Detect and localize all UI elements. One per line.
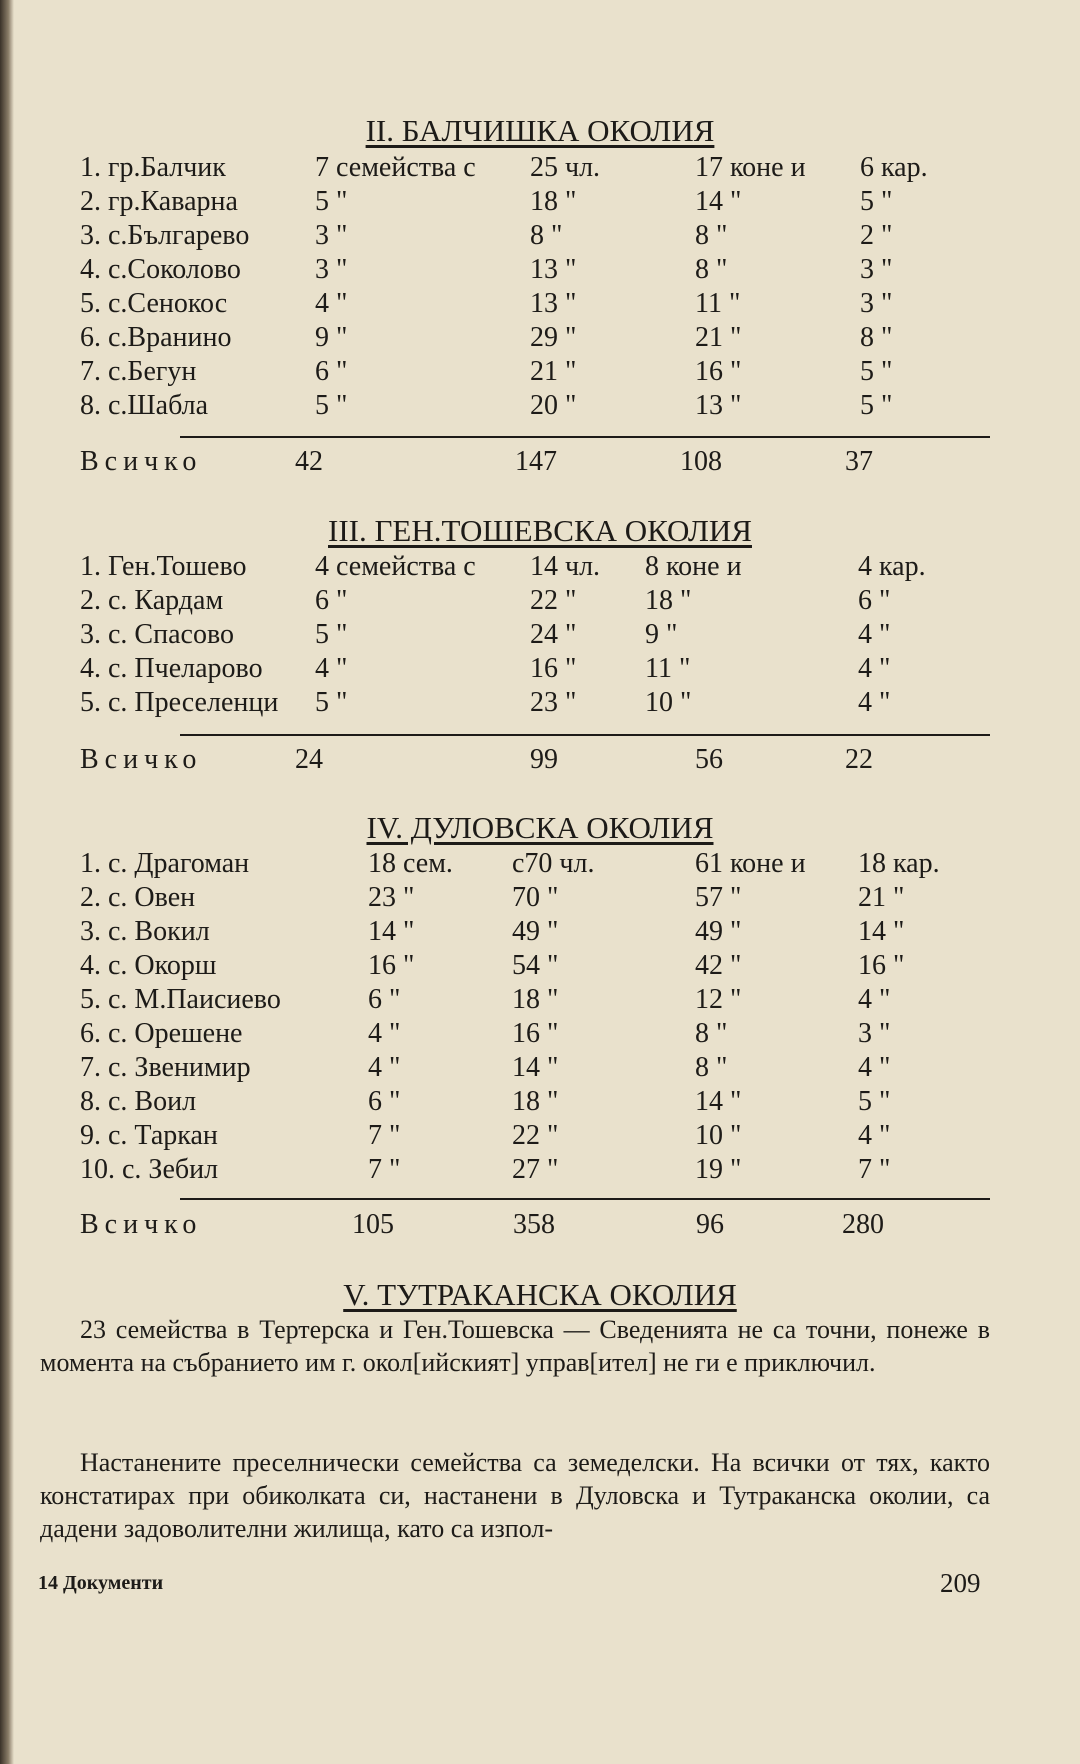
footer-signature: 14 Документи bbox=[38, 1572, 164, 1594]
table-row bbox=[0, 253, 1080, 287]
families-cell: 5 " bbox=[315, 687, 348, 718]
total-value: 147 bbox=[515, 446, 557, 477]
table-row bbox=[0, 1119, 1080, 1153]
settlement-name: 2. гр.Каварна bbox=[80, 186, 238, 217]
members-cell: 29 " bbox=[530, 322, 577, 353]
table-row bbox=[0, 584, 1080, 618]
carts-cell: 7 " bbox=[858, 1154, 891, 1185]
total-rule bbox=[180, 436, 990, 438]
table-row bbox=[0, 287, 1080, 321]
members-cell: 18 " bbox=[512, 984, 559, 1015]
members-cell: 49 " bbox=[512, 916, 559, 947]
horses-cell: 19 " bbox=[695, 1154, 742, 1185]
total-rule bbox=[180, 1198, 990, 1200]
table-row bbox=[0, 1051, 1080, 1085]
members-cell: 18 " bbox=[512, 1086, 559, 1117]
horses-cell: 16 " bbox=[695, 356, 742, 387]
members-cell: 24 " bbox=[530, 619, 577, 650]
total-value: 280 bbox=[842, 1209, 884, 1240]
families-cell: 4 " bbox=[368, 1052, 401, 1083]
horses-cell: 8 коне и bbox=[645, 551, 742, 582]
section-note: 23 семейства в Тертерска и Ген.Тошевска — Сведенията не са точни, понеже в момента на събранието им г. окол[ийският] управ[ител] не ги е приключил. bbox=[40, 1315, 990, 1377]
table-row bbox=[0, 915, 1080, 949]
settlement-name: 3. с. Спасово bbox=[80, 619, 234, 650]
settlement-name: 3. с.Българево bbox=[80, 220, 250, 251]
total-value: 37 bbox=[845, 446, 873, 477]
horses-cell: 49 " bbox=[695, 916, 742, 947]
horses-cell: 8 " bbox=[695, 1018, 728, 1049]
members-cell: 13 " bbox=[530, 254, 577, 285]
table-row bbox=[0, 1153, 1080, 1187]
carts-cell: 4 " bbox=[858, 687, 891, 718]
total-value: 99 bbox=[530, 744, 558, 775]
total-value: 24 bbox=[295, 744, 323, 775]
table-row bbox=[0, 1017, 1080, 1051]
horses-cell: 14 " bbox=[695, 1086, 742, 1117]
members-cell: 16 " bbox=[512, 1018, 559, 1049]
members-cell: 23 " bbox=[530, 687, 577, 718]
settlement-name: 5. с.Сенокос bbox=[80, 288, 228, 319]
total-row bbox=[0, 445, 1080, 479]
members-cell: 13 " bbox=[530, 288, 577, 319]
table-row bbox=[0, 949, 1080, 983]
total-label: Всичко bbox=[80, 446, 203, 477]
families-cell: 6 " bbox=[368, 1086, 401, 1117]
section-heading: II. БАЛЧИШКА ОКОЛИЯ bbox=[365, 113, 715, 148]
horses-cell: 11 " bbox=[645, 653, 691, 684]
families-cell: 14 " bbox=[368, 916, 415, 947]
families-cell: 5 " bbox=[315, 390, 348, 421]
carts-cell: 5 " bbox=[858, 1086, 891, 1117]
horses-cell: 18 " bbox=[645, 585, 692, 616]
table-row bbox=[0, 185, 1080, 219]
body-paragraph: Настанените преселнически семейства са земеделски. На всички от тях, както констатирах при обиколката си, настанени в Дуловска и Тутраканска околии, са дадени задоволителни жилища, като са изпол- bbox=[40, 1448, 990, 1543]
table-row bbox=[0, 219, 1080, 253]
settlement-name: 4. с. Окорш bbox=[80, 950, 217, 981]
carts-cell: 5 " bbox=[860, 186, 893, 217]
carts-cell: 4 " bbox=[858, 619, 891, 650]
horses-cell: 12 " bbox=[695, 984, 742, 1015]
carts-cell: 4 " bbox=[858, 1052, 891, 1083]
families-cell: 23 " bbox=[368, 882, 415, 913]
carts-cell: 4 " bbox=[858, 1120, 891, 1151]
total-row bbox=[0, 1208, 1080, 1242]
members-cell: 22 " bbox=[530, 585, 577, 616]
carts-cell: 4 кар. bbox=[858, 551, 926, 582]
carts-cell: 21 " bbox=[858, 882, 905, 913]
horses-cell: 8 " bbox=[695, 1052, 728, 1083]
carts-cell: 3 " bbox=[860, 254, 893, 285]
table-row bbox=[0, 355, 1080, 389]
total-label: Всичко bbox=[80, 744, 203, 775]
total-value: 96 bbox=[696, 1209, 724, 1240]
settlement-name: 4. с.Соколово bbox=[80, 254, 241, 285]
horses-cell: 8 " bbox=[695, 254, 728, 285]
settlement-name: 7. с. Звенимир bbox=[80, 1052, 251, 1083]
section-heading: IV. ДУЛОВСКА ОКОЛИЯ bbox=[366, 810, 714, 845]
table-row bbox=[0, 321, 1080, 355]
horses-cell: 42 " bbox=[695, 950, 742, 981]
carts-cell: 14 " bbox=[858, 916, 905, 947]
horses-cell: 14 " bbox=[695, 186, 742, 217]
table-row bbox=[0, 686, 1080, 720]
total-value: 358 bbox=[513, 1209, 555, 1240]
table-row bbox=[0, 983, 1080, 1017]
settlement-name: 5. с. Преселенци bbox=[80, 687, 279, 718]
settlement-name: 4. с. Пчеларово bbox=[80, 653, 263, 684]
total-value: 56 bbox=[695, 744, 723, 775]
members-cell: 14 " bbox=[512, 1052, 559, 1083]
members-cell: 27 " bbox=[512, 1154, 559, 1185]
horses-cell: 13 " bbox=[695, 390, 742, 421]
table-row bbox=[0, 389, 1080, 423]
horses-cell: 21 " bbox=[695, 322, 742, 353]
table-row bbox=[0, 151, 1080, 185]
settlement-name: 3. с. Вокил bbox=[80, 916, 210, 947]
families-cell: 3 " bbox=[315, 254, 348, 285]
table-row bbox=[0, 1085, 1080, 1119]
carts-cell: 4 " bbox=[858, 653, 891, 684]
total-value: 105 bbox=[352, 1209, 394, 1240]
members-cell: 8 " bbox=[530, 220, 563, 251]
carts-cell: 6 " bbox=[858, 585, 891, 616]
members-cell: 21 " bbox=[530, 356, 577, 387]
settlement-name: 1. Ген.Тошево bbox=[80, 551, 247, 582]
total-rule bbox=[180, 734, 990, 736]
settlement-name: 1. с. Драгоман bbox=[80, 848, 250, 879]
families-cell: 4 " bbox=[315, 653, 348, 684]
total-label: Всичко bbox=[80, 1209, 203, 1240]
horses-cell: 57 " bbox=[695, 882, 742, 913]
families-cell: 7 семейства с bbox=[315, 152, 476, 183]
carts-cell: 4 " bbox=[858, 984, 891, 1015]
settlement-name: 1. гр.Балчик bbox=[80, 152, 226, 183]
total-value: 108 bbox=[680, 446, 722, 477]
carts-cell: 3 " bbox=[860, 288, 893, 319]
families-cell: 6 " bbox=[368, 984, 401, 1015]
table-row bbox=[0, 652, 1080, 686]
settlement-name: 2. с. Овен bbox=[80, 882, 196, 913]
table-row bbox=[0, 847, 1080, 881]
members-cell: 25 чл. bbox=[530, 152, 601, 183]
members-cell: с70 чл. bbox=[512, 848, 595, 879]
families-cell: 9 " bbox=[315, 322, 348, 353]
members-cell: 18 " bbox=[530, 186, 577, 217]
total-row bbox=[0, 743, 1080, 777]
families-cell: 6 " bbox=[315, 585, 348, 616]
settlement-name: 2. с. Кардам bbox=[80, 585, 224, 616]
horses-cell: 8 " bbox=[695, 220, 728, 251]
settlement-name: 8. с.Шабла bbox=[80, 390, 209, 421]
settlement-name: 5. с. М.Паисиево bbox=[80, 984, 281, 1015]
horses-cell: 17 коне и bbox=[695, 152, 806, 183]
settlement-name: 10. с. Зебил bbox=[80, 1154, 219, 1185]
families-cell: 7 " bbox=[368, 1120, 401, 1151]
carts-cell: 8 " bbox=[860, 322, 893, 353]
families-cell: 4 " bbox=[315, 288, 348, 319]
carts-cell: 18 кар. bbox=[858, 848, 940, 879]
settlement-name: 6. с. Орешене bbox=[80, 1018, 243, 1049]
members-cell: 16 " bbox=[530, 653, 577, 684]
members-cell: 70 " bbox=[512, 882, 559, 913]
total-value: 22 bbox=[845, 744, 873, 775]
families-cell: 16 " bbox=[368, 950, 415, 981]
table-row bbox=[0, 618, 1080, 652]
carts-cell: 3 " bbox=[858, 1018, 891, 1049]
carts-cell: 5 " bbox=[860, 356, 893, 387]
families-cell: 18 сем. bbox=[368, 848, 453, 879]
settlement-name: 9. с. Таркан bbox=[80, 1120, 218, 1151]
families-cell: 4 семейства с bbox=[315, 551, 476, 582]
members-cell: 14 чл. bbox=[530, 551, 601, 582]
families-cell: 7 " bbox=[368, 1154, 401, 1185]
settlement-name: 7. с.Бегун bbox=[80, 356, 197, 387]
members-cell: 20 " bbox=[530, 390, 577, 421]
table-row bbox=[0, 550, 1080, 584]
horses-cell: 11 " bbox=[695, 288, 741, 319]
families-cell: 6 " bbox=[315, 356, 348, 387]
carts-cell: 5 " bbox=[860, 390, 893, 421]
settlement-name: 8. с. Воил bbox=[80, 1086, 197, 1117]
section-heading: V. ТУТРАКАНСКА ОКОЛИЯ bbox=[343, 1277, 737, 1312]
section-heading: III. ГЕН.ТОШЕВСКА ОКОЛИЯ bbox=[328, 513, 752, 548]
members-cell: 22 " bbox=[512, 1120, 559, 1151]
total-value: 42 bbox=[295, 446, 323, 477]
settlement-name: 6. с.Вранино bbox=[80, 322, 232, 353]
members-cell: 54 " bbox=[512, 950, 559, 981]
carts-cell: 2 " bbox=[860, 220, 893, 251]
page-number: 209 bbox=[940, 1568, 981, 1598]
horses-cell: 10 " bbox=[695, 1120, 742, 1151]
horses-cell: 9 " bbox=[645, 619, 678, 650]
carts-cell: 6 кар. bbox=[860, 152, 928, 183]
families-cell: 5 " bbox=[315, 186, 348, 217]
table-row bbox=[0, 881, 1080, 915]
families-cell: 5 " bbox=[315, 619, 348, 650]
families-cell: 4 " bbox=[368, 1018, 401, 1049]
carts-cell: 16 " bbox=[858, 950, 905, 981]
families-cell: 3 " bbox=[315, 220, 348, 251]
horses-cell: 10 " bbox=[645, 687, 692, 718]
horses-cell: 61 коне и bbox=[695, 848, 806, 879]
